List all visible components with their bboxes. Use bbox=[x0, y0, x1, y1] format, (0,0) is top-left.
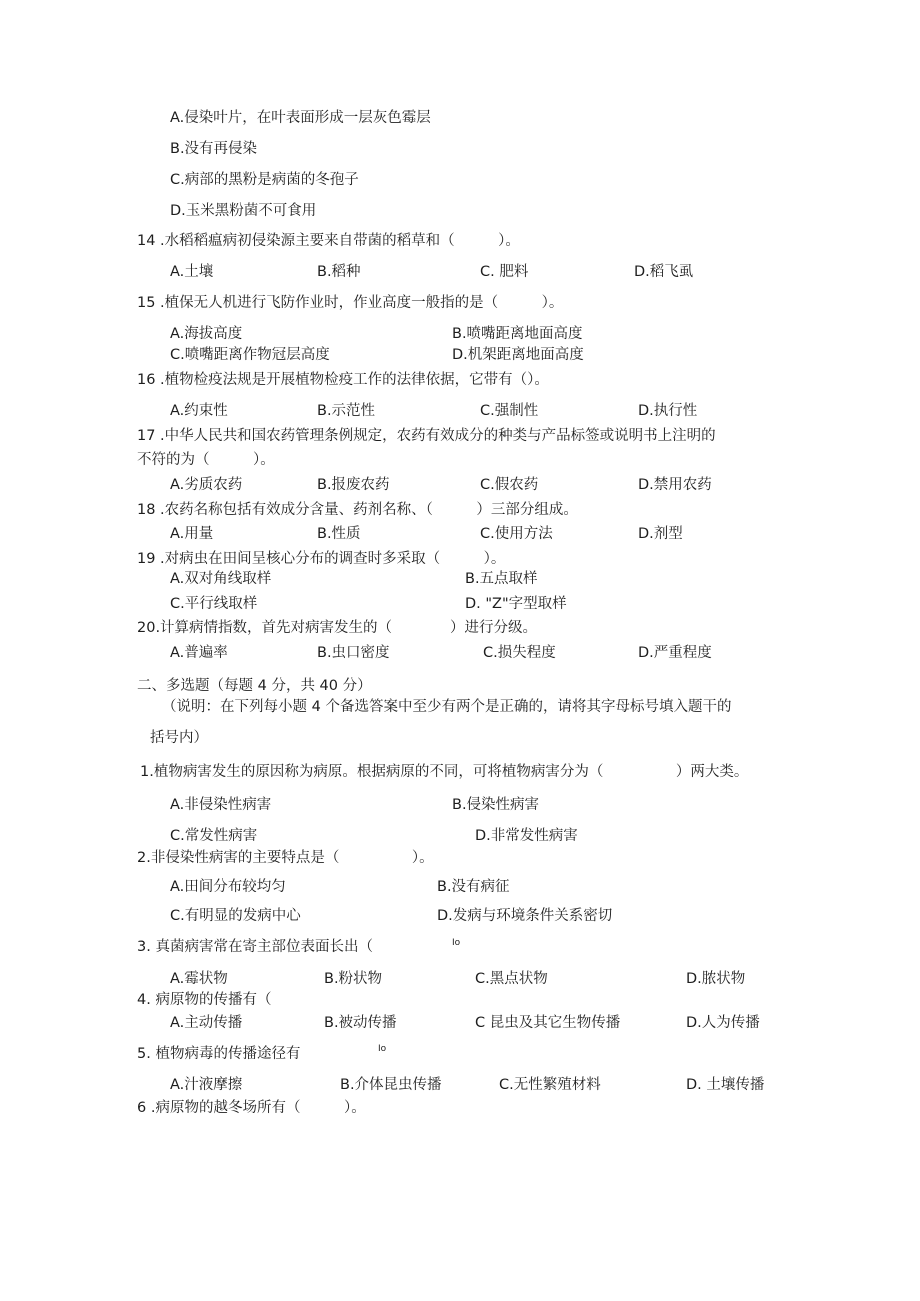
option: A.非侵染性病害 bbox=[170, 797, 272, 813]
option: B.性质 bbox=[317, 526, 361, 542]
section-note-cont: 括号内） bbox=[150, 730, 208, 746]
question-17: 17 .中华人民共和国农药管理条例规定，农药有效成分的种类与产品标签或说明书上注明的 bbox=[137, 428, 716, 444]
mq-6: 6 .病原物的越冬场所有（ ）。 bbox=[137, 1100, 366, 1116]
option: A.侵染叶片，在叶表面形成一层灰色霉层 bbox=[170, 110, 431, 126]
option: D.玉米黑粉菌不可食用 bbox=[170, 203, 317, 219]
mark: Io bbox=[452, 938, 461, 948]
option: A.海拔高度 bbox=[170, 326, 243, 342]
option: D.稻飞虱 bbox=[634, 264, 694, 280]
option: D.人为传播 bbox=[686, 1015, 760, 1031]
option: C.病部的黑粉是病菌的冬孢子 bbox=[170, 172, 359, 188]
option: C.无性繁殖材料 bbox=[499, 1077, 601, 1093]
option: B.稻种 bbox=[317, 264, 361, 280]
option: C.平行线取样 bbox=[170, 596, 258, 612]
question-19: 19 .对病虫在田间呈核心分布的调查时多采取（ ）。 bbox=[137, 551, 506, 567]
option: D. 土壤传播 bbox=[686, 1077, 765, 1093]
option: B.被动传播 bbox=[324, 1015, 397, 1031]
option: C.损失程度 bbox=[483, 645, 556, 661]
option: C.黑点状物 bbox=[475, 971, 548, 987]
option: D.剂型 bbox=[638, 526, 683, 542]
option: D.发病与环境条件关系密切 bbox=[437, 908, 613, 924]
option: B.虫口密度 bbox=[317, 645, 390, 661]
option: D.严重程度 bbox=[638, 645, 712, 661]
mq-2: 2.非侵染性病害的主要特点是（ ）。 bbox=[137, 850, 434, 866]
question-16: 16 .植物检疫法规是开展植物检疫工作的法律依据，它带有（）。 bbox=[137, 372, 549, 388]
mark: Io bbox=[378, 1044, 387, 1054]
option: D.执行性 bbox=[638, 403, 698, 419]
option: C.强制性 bbox=[480, 403, 539, 419]
mq-3: 3. 真菌病害常在寄主部位表面长出（ bbox=[137, 939, 373, 955]
option: A.普遍率 bbox=[170, 645, 228, 661]
option: B.五点取样 bbox=[465, 571, 538, 587]
option: C.假农药 bbox=[480, 477, 539, 493]
option: B.没有病征 bbox=[437, 879, 510, 895]
option: A.主动传播 bbox=[170, 1015, 243, 1031]
option: D.脓状物 bbox=[686, 971, 746, 987]
option: D.机架距离地面高度 bbox=[452, 347, 584, 363]
option: A.田间分布较均匀 bbox=[170, 879, 286, 895]
option: A.用量 bbox=[170, 526, 214, 542]
option: A.霉状物 bbox=[170, 971, 228, 987]
option: D. "Z"字型取样 bbox=[465, 596, 567, 612]
option: C.喷嘴距离作物冠层高度 bbox=[170, 347, 330, 363]
question-20: 20.计算病情指数，首先对病害发生的（ ）进行分级。 bbox=[137, 620, 538, 636]
mq-4: 4. 病原物的传播有（ bbox=[137, 992, 272, 1008]
mq-1: 1.植物病害发生的原因称为病原。根据病原的不同，可将植物病害分为（ ）两大类。 bbox=[140, 764, 749, 780]
section-title: 二、多选题（每题 4 分，共 40 分） bbox=[137, 678, 372, 694]
option: D.非常发性病害 bbox=[475, 828, 578, 844]
option: D.禁用农药 bbox=[638, 477, 712, 493]
option: A.劣质农药 bbox=[170, 477, 243, 493]
option: A.约束性 bbox=[170, 403, 228, 419]
option: A.土壤 bbox=[170, 264, 214, 280]
option: C. 肥料 bbox=[480, 264, 529, 280]
option: C.有明显的发病中心 bbox=[170, 908, 301, 924]
option: B.介体昆虫传播 bbox=[340, 1077, 442, 1093]
option: A.双对角线取样 bbox=[170, 571, 272, 587]
option: B.没有再侵染 bbox=[170, 141, 258, 157]
option: C.常发性病害 bbox=[170, 828, 258, 844]
option: C 昆虫及其它生物传播 bbox=[475, 1015, 621, 1031]
option: B.粉状物 bbox=[324, 971, 383, 987]
question-17-cont: 不符的为（ ）。 bbox=[137, 452, 275, 468]
section-note: （说明：在下列每小题 4 个备选答案中至少有两个是正确的，请将其字母标号填入题干的 bbox=[162, 699, 732, 715]
option: B.喷嘴距离地面高度 bbox=[452, 326, 583, 342]
option: B.报废农药 bbox=[317, 477, 390, 493]
option: A.汁液摩擦 bbox=[170, 1077, 243, 1093]
question-15: 15 .植保无人机进行飞防作业时，作业高度一般指的是（ ）。 bbox=[137, 295, 564, 311]
option: B.侵染性病害 bbox=[452, 797, 540, 813]
mq-5: 5. 植物病毒的传播途径有 bbox=[137, 1046, 301, 1062]
question-14: 14 .水稻稻瘟病初侵染源主要来自带菌的稻草和（ ）。 bbox=[137, 233, 520, 249]
question-18: 18 .农药名称包括有效成分含量、药剂名称、（ ）三部分组成。 bbox=[137, 502, 578, 518]
option: C.使用方法 bbox=[480, 526, 553, 542]
option: B.示范性 bbox=[317, 403, 376, 419]
